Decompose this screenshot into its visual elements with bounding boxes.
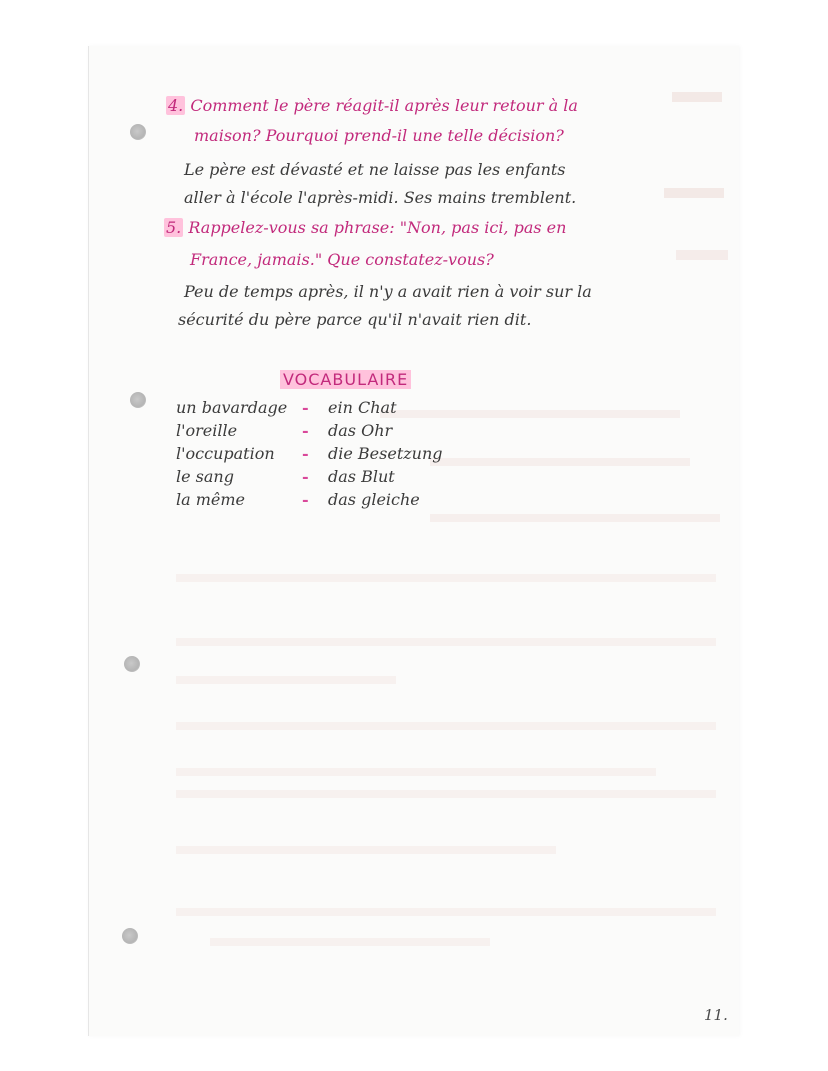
question-5-line-1 — [164, 218, 566, 237]
question-4-line-1 — [166, 96, 578, 115]
punch-hole — [130, 124, 146, 140]
vocab-french: l'oreille — [176, 421, 238, 440]
question-4-text-1: Comment le père réagit-il après leur retour à la — [190, 96, 578, 115]
vocabulary-list — [176, 396, 443, 511]
question-5-number: 5. — [166, 218, 182, 237]
punch-hole — [124, 656, 140, 672]
vocabulary-entry — [176, 396, 443, 419]
vocab-french: le sang — [176, 467, 234, 486]
answer-4-line-1: Le père est dévasté et ne laisse pas les enfants — [184, 160, 566, 179]
vocab-german: das Blut — [328, 467, 395, 486]
question-5-line-2: France, jamais." Que constatez-vous? — [190, 250, 494, 269]
vocab-dash: - — [302, 467, 309, 486]
question-5-text-1: Rappelez-vous sa phrase: "Non, pas ici, pas en — [188, 218, 567, 237]
vocab-german: ein Chat — [328, 398, 397, 417]
answer-4-line-2: aller à l'école l'après-midi. Ses mains tremblent. — [184, 188, 577, 207]
question-4-line-2: maison? Pourquoi prend-il une telle décision? — [194, 126, 564, 145]
vocab-german: das Ohr — [328, 421, 393, 440]
vocabulary-entry — [176, 488, 443, 511]
vocab-dash: - — [302, 490, 309, 509]
vocab-french: l'occupation — [176, 444, 275, 463]
vocabulary-entry — [176, 465, 443, 488]
vocabulary-entry — [176, 442, 443, 465]
vocab-german: die Besetzung — [328, 444, 443, 463]
vocabulary-title: VOCABULAIRE — [280, 370, 411, 389]
vocab-french: un bavardage — [176, 398, 288, 417]
vocab-dash: - — [302, 421, 309, 440]
vocab-french: la même — [176, 490, 246, 509]
vocab-german: das gleiche — [328, 490, 420, 509]
page-number: 11. — [704, 1006, 728, 1024]
punch-hole — [122, 928, 138, 944]
vocab-dash: - — [302, 444, 309, 463]
answer-5-line-2: sécurité du père parce qu'il n'avait rien dit. — [178, 310, 532, 329]
question-4-number: 4. — [168, 96, 184, 115]
punch-hole — [130, 392, 146, 408]
answer-5-line-1: Peu de temps après, il n'y a avait rien à voir sur la — [184, 282, 592, 301]
vocabulary-entry — [176, 419, 443, 442]
vocab-dash: - — [302, 398, 309, 417]
